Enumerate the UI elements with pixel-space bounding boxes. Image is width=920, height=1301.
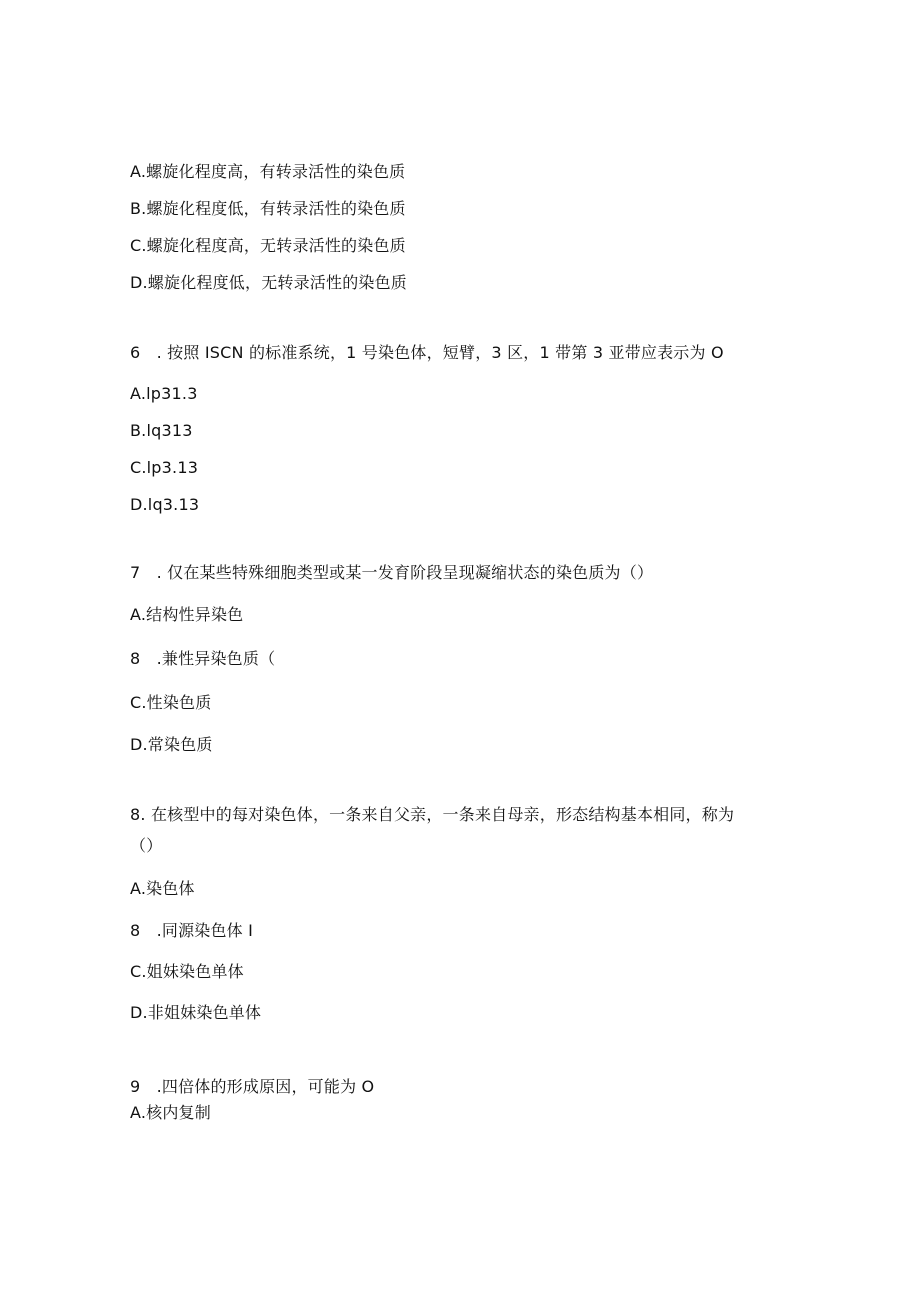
q7-option-d: D.常染色质 bbox=[130, 735, 213, 754]
q6-option-a: A.lp31.3 bbox=[130, 384, 198, 403]
q6-option-d: D.lq3.13 bbox=[130, 495, 200, 514]
q9-option-a: A.核内复制 bbox=[130, 1103, 211, 1122]
question-7: 7 . 仅在某些特殊细胞类型或某一发育阶段呈现凝缩状态的染色质为（） bbox=[130, 563, 654, 582]
q8-option-d: D.非姐妹染色单体 bbox=[130, 1003, 262, 1022]
q5-option-b: B.螺旋化程度低，有转录活性的染色质 bbox=[130, 199, 406, 218]
q8-option-b: 8 .同源染色体 I bbox=[130, 921, 254, 940]
q8-option-c: C.姐妹染色单体 bbox=[130, 962, 244, 981]
q8-option-a: A.染色体 bbox=[130, 879, 195, 898]
question-8-continuation: （） bbox=[130, 836, 163, 855]
q5-option-d: D.螺旋化程度低，无转录活性的染色质 bbox=[130, 273, 408, 292]
q7-option-c: C.性染色质 bbox=[130, 693, 212, 712]
q5-option-c: C.螺旋化程度高，无转录活性的染色质 bbox=[130, 236, 406, 255]
q5-option-a: A.螺旋化程度高，有转录活性的染色质 bbox=[130, 162, 406, 181]
question-8: 8. 在核型中的每对染色体，一条来自父亲，一条来自母亲，形态结构基本相同，称为 bbox=[130, 805, 735, 824]
question-6: 6 . 按照 ISCN 的标准系统，1 号染色体，短臂，3 区，1 带第 3 亚带应表示为 O bbox=[130, 343, 724, 362]
q6-option-c: C.lp3.13 bbox=[130, 458, 199, 477]
q7-option-a: A.结构性异染色 bbox=[130, 605, 244, 624]
q6-option-b: B.lq313 bbox=[130, 421, 193, 440]
q7-option-b: 8 .兼性异染色质（ bbox=[130, 649, 276, 668]
question-9: 9 .四倍体的形成原因，可能为 O bbox=[130, 1077, 375, 1096]
